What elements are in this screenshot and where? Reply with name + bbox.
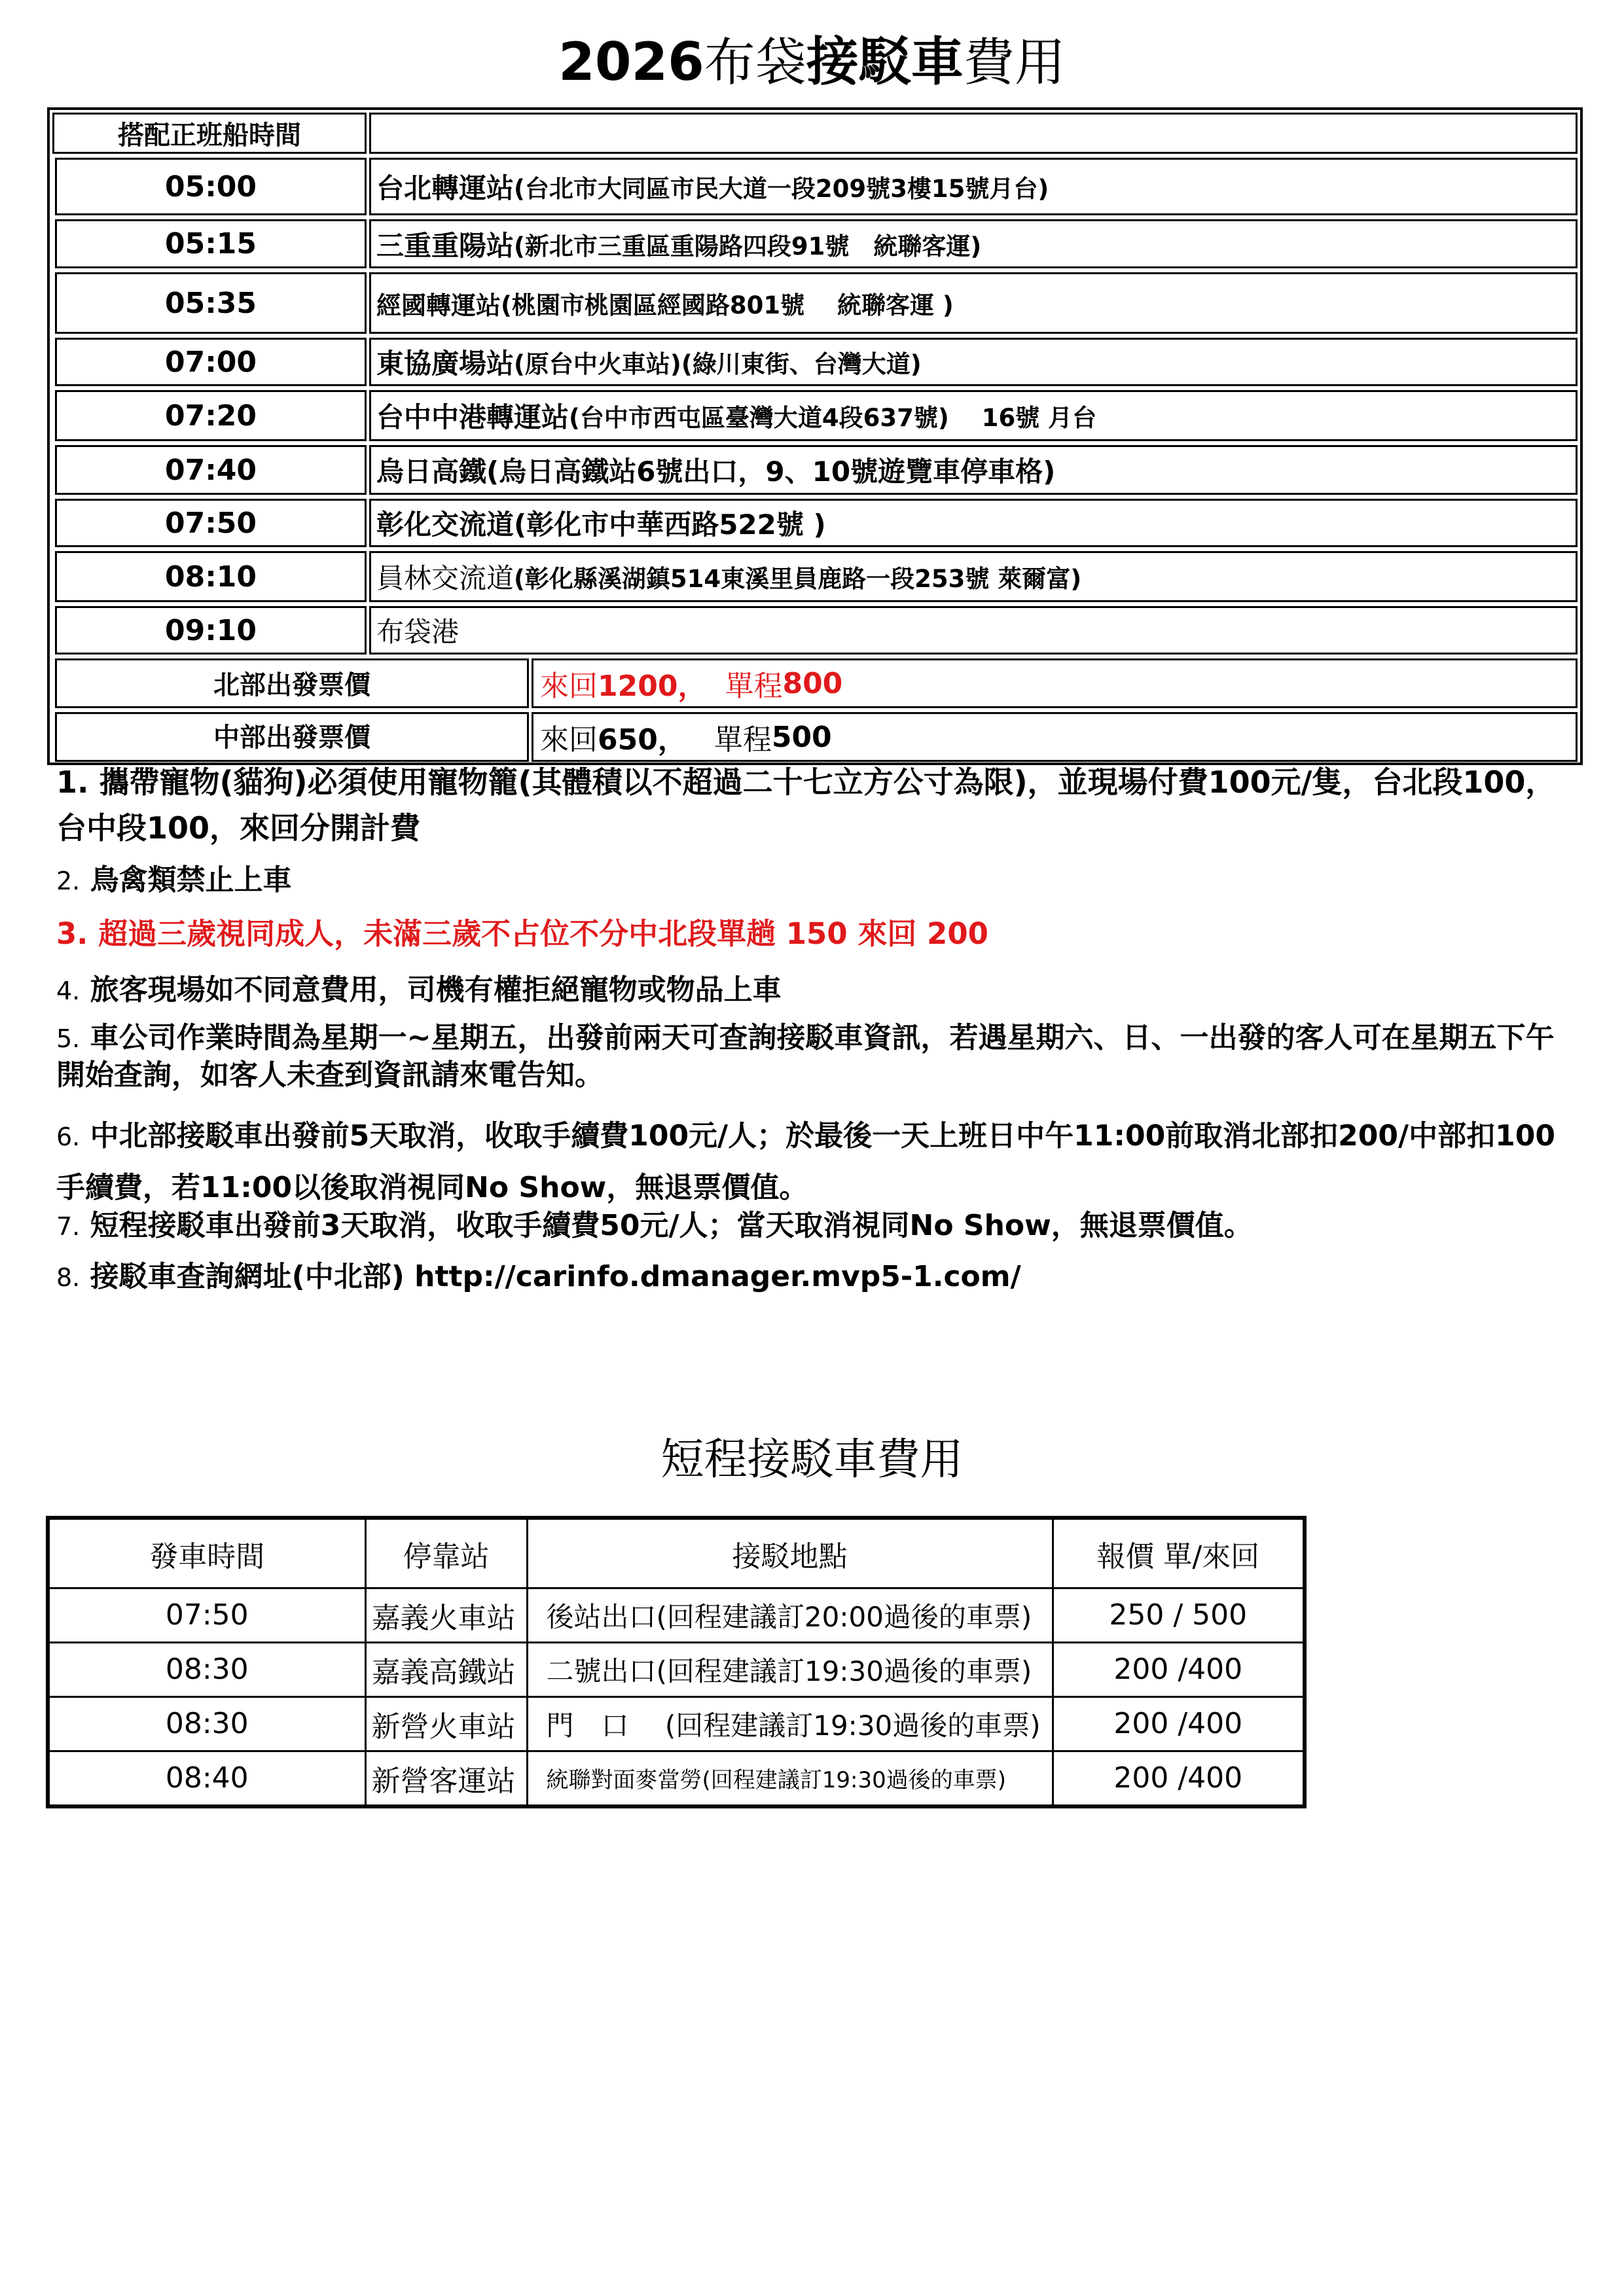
note-text: 接駁車查詢網址(中北部) http://carinfo.dmanager.mvp5-1.com/ — [90, 1260, 1021, 1293]
row-stop: 新營客運站 — [365, 1751, 527, 1806]
schedule-time-cell — [55, 499, 367, 547]
schedule-header-label: 搭配正班船時間 — [118, 120, 301, 151]
schedule-stop-cell — [369, 338, 1578, 386]
row-time: 08:40 — [48, 1751, 365, 1806]
note-text: 攜帶寵物(貓狗)必須使用寵物籠(其體積以不超過二十七立方公寸為限)，並現場付費100元/隻，台北段100，台中段100，來回分開計費 — [56, 764, 1556, 846]
short-range-title: 短程接駁車費用 — [660, 1434, 964, 1484]
schedule-time: 07:40 — [164, 453, 257, 487]
row-stop: 嘉義高鐵站 — [365, 1642, 527, 1696]
note-number: 3. — [56, 916, 88, 951]
note-text: 中北部接駁車出發前5天取消，收取手續費100元/人；於最後一天上班日中午11:00前取消北部扣200/中部扣100手續費，若11:00以後取消視同No Show，無退票價值。 — [56, 1119, 1555, 1204]
price-north-label-cell — [55, 658, 529, 708]
title-place: 布袋 — [704, 33, 806, 92]
price-north-label: 北部出發票價 — [213, 670, 370, 700]
stop-address: (新北市三重區重陽路四段91號 統聯客運) — [514, 232, 982, 260]
price-central-single-word: 單程 — [713, 723, 772, 757]
stop-address: (桃園市桃園區經國路801號 統聯客運 ) — [501, 291, 954, 319]
table-row — [48, 1751, 1305, 1806]
row-time: 08:30 — [48, 1642, 365, 1696]
schedule-time: 05:35 — [164, 286, 257, 320]
note-item — [56, 1020, 1575, 1094]
note-text: 短程接駁車出發前3天取消，收取手續費50元/人；當天取消視同No Show，無退票價值。 — [90, 1209, 1253, 1242]
note-number: 1. — [56, 764, 89, 800]
schedule-header-blank — [369, 113, 1578, 154]
schedule-time-cell — [55, 338, 367, 386]
note-number: 6. — [56, 1122, 81, 1151]
schedule-time: 08:10 — [164, 560, 257, 594]
header-pickup-location: 接駁地點 — [527, 1518, 1053, 1588]
row-stop: 嘉義火車站 — [365, 1588, 527, 1642]
title-shuttle: 接駁車 — [806, 31, 964, 92]
schedule-stop-cell — [369, 272, 1578, 334]
schedule-time: 07:00 — [164, 345, 257, 379]
price-north-round-word: 來回 — [540, 670, 598, 703]
price-central-round-price: 650， — [598, 723, 687, 757]
note-item — [56, 1111, 1575, 1213]
schedule-time: 07:20 — [164, 399, 257, 433]
table-row — [48, 1588, 1305, 1642]
note-text: 旅客現場如不同意費用，司機有權拒絕寵物或物品上車 — [90, 973, 782, 1007]
stop-address: (彰化縣溪湖鎮514東溪里員鹿路一段253號 萊爾富) — [514, 565, 1082, 593]
stop-address: (原台中火車站)(綠川東街、台灣大道) — [514, 350, 922, 378]
schedule-time-cell — [55, 606, 367, 655]
row-location: 後站出口(回程建議訂20:00過後的車票) — [527, 1588, 1053, 1642]
row-time: 07:50 — [48, 1588, 365, 1642]
price-central-label: 中部出發票價 — [213, 723, 370, 753]
stop-address: (台北市大同區市民大道一段209號3樓15號月台) — [514, 175, 1049, 203]
price-central-single-price: 500 — [771, 720, 832, 754]
row-location: 二號出口(回程建議訂19:30過後的車票) — [527, 1642, 1053, 1696]
schedule-time-cell — [55, 551, 367, 602]
schedule-header-time — [52, 113, 367, 154]
stop-address: (台中市西屯區臺灣大道4段637號) 16號 月台 — [569, 404, 1097, 432]
note-item — [56, 967, 1575, 1014]
stop-name: 三重重陽站 — [376, 229, 514, 262]
note-number: 7. — [56, 1212, 81, 1241]
table-row — [48, 1696, 1305, 1751]
stop-name: 東協廣場站 — [376, 348, 514, 380]
row-price: 200 /400 — [1053, 1696, 1305, 1751]
stop-address: (彰化市中華西路522號 ) — [514, 509, 826, 541]
note-item — [56, 1203, 1575, 1249]
schedule-time-cell — [55, 390, 367, 441]
title-fee: 費用 — [963, 33, 1066, 92]
schedule-stop-cell — [369, 219, 1578, 268]
schedule-stop-cell — [369, 158, 1578, 215]
header-stop: 停靠站 — [365, 1518, 527, 1588]
note-item — [56, 1254, 1575, 1300]
note-item — [56, 911, 1575, 957]
table-row — [48, 1642, 1305, 1696]
row-price: 250 / 500 — [1053, 1588, 1305, 1642]
note-text: 鳥禽類禁止上車 — [90, 863, 292, 897]
header-price: 報價 單/來回 — [1053, 1518, 1305, 1588]
schedule-stop-cell — [369, 445, 1578, 495]
price-central-round-word: 來回 — [540, 723, 598, 757]
row-location: 門 口 (回程建議訂19:30過後的車票) — [527, 1696, 1053, 1751]
note-item — [56, 857, 1575, 904]
note-number: 2. — [56, 867, 81, 895]
short-range-table — [46, 1516, 1307, 1808]
stop-name: 彰化交流道 — [376, 509, 514, 541]
price-north-value-cell — [532, 658, 1578, 708]
schedule-time: 05:15 — [164, 227, 257, 260]
schedule-stop-cell — [369, 499, 1578, 547]
row-price: 200 /400 — [1053, 1751, 1305, 1806]
schedule-time-cell — [55, 158, 367, 215]
note-item — [56, 759, 1575, 851]
schedule-time: 07:50 — [164, 506, 257, 540]
stop-name: 台中中港轉運站 — [376, 401, 569, 433]
stop-name: 烏日高鐵 — [376, 456, 487, 488]
schedule-table — [47, 107, 1583, 765]
schedule-time-cell — [55, 219, 367, 268]
title-year: 2026 — [558, 31, 704, 92]
stop-address: (烏日高鐵站6號出口，9、10號遊覽車停車格) — [486, 456, 1056, 488]
price-north-single-price: 800 — [782, 666, 843, 700]
note-number: 8. — [56, 1263, 81, 1292]
row-time: 08:30 — [48, 1696, 365, 1751]
schedule-time-cell — [55, 272, 367, 334]
schedule-stop-cell — [369, 390, 1578, 441]
schedule-stop-cell — [369, 606, 1578, 655]
note-text: 車公司作業時間為星期一~星期五，出發前兩天可查詢接駁車資訊，若遇星期六、日、一出發的客人可在星期五下午開始查詢，如客人未查到資訊請來電告知。 — [56, 1021, 1555, 1092]
stop-name: 布袋港 — [376, 616, 460, 648]
stop-name: 經國轉運站 — [376, 291, 501, 320]
price-central-value-cell — [532, 712, 1578, 762]
schedule-time-cell — [55, 445, 367, 495]
stop-name: 員林交流道 — [376, 562, 514, 594]
note-text: 超過三歲視同成人，未滿三歲不占位不分中北段單趟 150 來回 200 — [98, 916, 988, 951]
schedule-stop-cell — [369, 551, 1578, 602]
note-number: 5. — [56, 1024, 81, 1053]
price-north-round-price: 1200， — [598, 670, 707, 703]
header-departure-time: 發車時間 — [48, 1518, 365, 1588]
row-price: 200 /400 — [1053, 1642, 1305, 1696]
note-number: 4. — [56, 977, 81, 1005]
price-north-single-word: 單程 — [725, 670, 783, 703]
page-title — [0, 26, 1624, 99]
schedule-time: 05:00 — [164, 170, 257, 204]
row-location: 統聯對面麥當勞(回程建議訂19:30過後的車票) — [527, 1751, 1053, 1806]
short-table-header-row — [48, 1518, 1305, 1588]
schedule-time: 09:10 — [164, 613, 257, 647]
price-central-label-cell — [55, 712, 529, 762]
stop-name: 台北轉運站 — [376, 172, 514, 204]
row-stop: 新營火車站 — [365, 1696, 527, 1751]
